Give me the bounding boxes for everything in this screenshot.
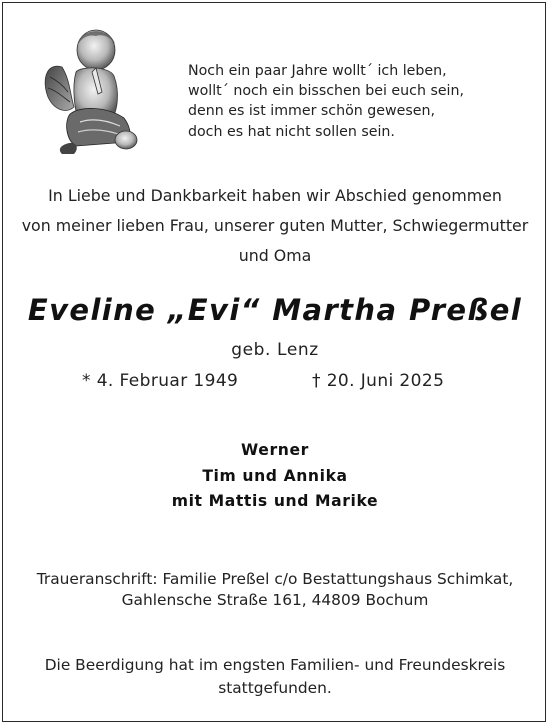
funeral-line: Die Beerdigung hat im engsten Familien- und Freundeskreis	[44, 656, 506, 674]
mourners-list	[0, 438, 550, 515]
intro-line: In Liebe und Dankbarkeit haben wir Abschied genommen	[48, 186, 502, 205]
poem-verse	[188, 61, 528, 142]
address-line: Gahlensche Straße 161, 44809 Bochum	[121, 590, 429, 609]
address-line: Traueranschrift: Familie Preßel c/o Bestattungshaus Schimkat,	[36, 570, 514, 588]
intro-line: und Oma	[238, 246, 312, 265]
poem-line: denn es ist immer schön gewesen,	[188, 103, 435, 120]
funeral-line: stattgefunden.	[218, 678, 332, 697]
death-date: † 20. Juni 2025	[312, 371, 445, 391]
intro-line: von meiner lieben Frau, unserer guten Mutter, Schwiegermutter	[21, 216, 529, 235]
mourner-line: Werner	[241, 441, 309, 459]
mourning-address	[0, 569, 550, 610]
mourner-line: mit Mattis und Marike	[171, 492, 379, 510]
deceased-name: Eveline „Evi“ Martha Preßel	[27, 293, 523, 327]
birth-date: * 4. Februar 1949	[82, 371, 239, 391]
mourner-line: Tim und Annika	[202, 466, 348, 485]
poem-line: Noch ein paar Jahre wollt´ ich leben,	[188, 63, 447, 79]
poem-line: wollt´ noch ein bisschen bei euch sein,	[188, 83, 465, 100]
poem-line: doch es hat nicht sollen sein.	[188, 123, 395, 140]
praying-cherub-icon	[40, 22, 140, 157]
maiden-name: geb. Lenz	[231, 340, 319, 360]
funeral-note	[0, 654, 550, 699]
farewell-intro	[0, 181, 550, 271]
